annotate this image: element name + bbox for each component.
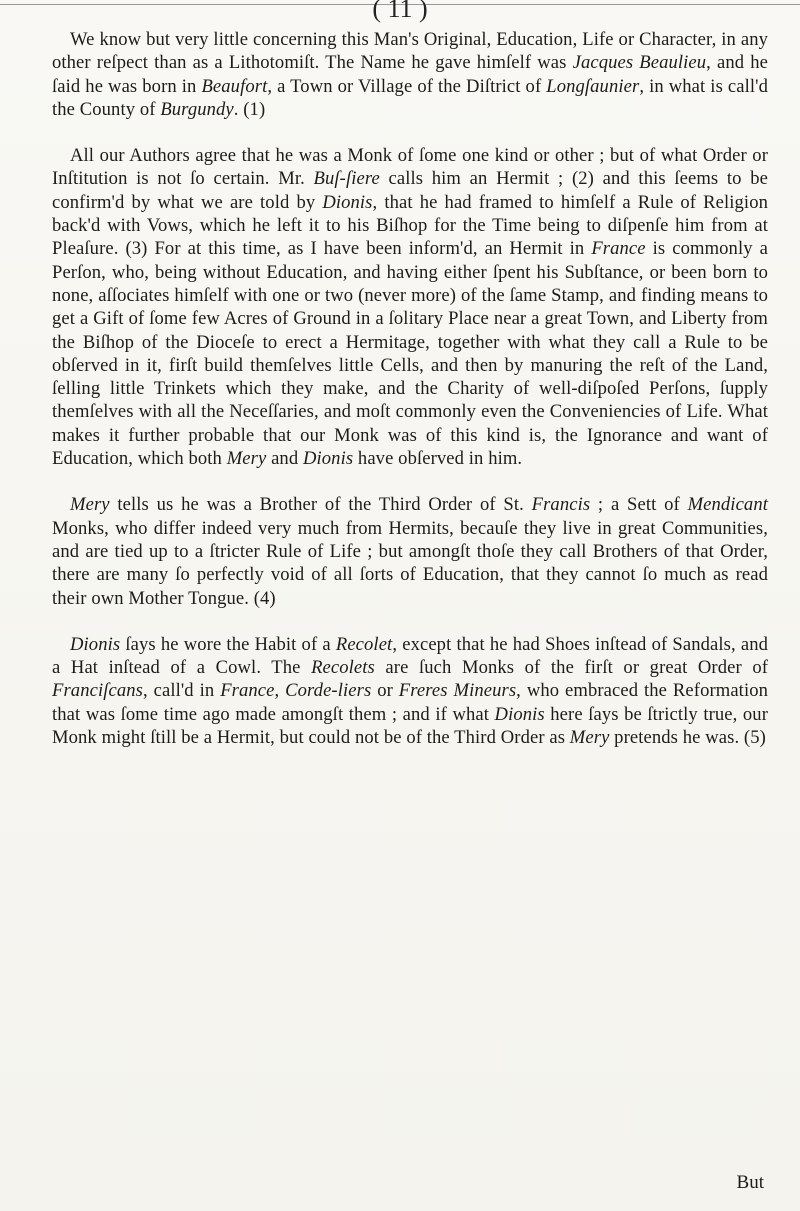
text-run: pretends he was. (5) — [609, 727, 766, 749]
catchword: But — [736, 1172, 764, 1193]
italic-text-run: Dionis — [322, 191, 373, 213]
body-text — [52, 28, 768, 749]
italic-text-run: Mery — [70, 494, 110, 516]
italic-text-run: Dionis — [494, 703, 545, 725]
text-run: ; a Sett of — [590, 494, 688, 516]
text-run: are ſuch Monks of the firſt or great Order of — [374, 657, 769, 679]
paragraph-third-order — [52, 493, 768, 609]
italic-text-run: Mendicant — [687, 494, 768, 516]
text-run: All our Authors agree that he was a Monk of ſome one kind or other ; but of what Order or Inſtitution is not ſo certain. Mr. — [52, 145, 768, 190]
italic-text-run: Mery — [226, 448, 267, 470]
text-run: tells us he was a Brother of the Third Order of St. — [109, 494, 532, 516]
text-run: , that he had framed to himſelf a Rule of Religion back'd with Vows, which he left it to his Biſhop for the Time being to diſpenſe him from at Pleaſure. (3) For at this time, as I have been inform'd, an Hermit in — [52, 191, 768, 260]
italic-text-run: France — [591, 238, 646, 260]
text-run: We know but very little concerning this Man's Original, Education, Life or Character, in any other reſpect than as a Lithotomiſt. The Name he gave himſelf was — [52, 29, 768, 74]
italic-text-run: Mery — [569, 727, 610, 749]
text-run: have obſerved in him. — [353, 448, 523, 470]
text-run: , in what is call'd the County of — [52, 75, 769, 120]
italic-text-run: Recolet — [335, 633, 393, 655]
italic-text-run: Corde-liers — [285, 680, 372, 702]
italic-text-run: Beaufort — [201, 75, 268, 97]
italic-text-run: Burgundy — [160, 98, 234, 120]
italic-text-run: Jacques Beaulieu — [572, 52, 707, 74]
text-run: and — [266, 448, 303, 470]
text-run: or — [371, 680, 399, 702]
paragraph-recolet-habit — [52, 633, 768, 749]
text-run: here ſays be ſtrictly true, our Monk might ſtill be a Hermit, but could not be of the Third Order as — [52, 703, 768, 749]
page-number: ( 11 ) — [372, 0, 428, 23]
paragraph-monk-order — [52, 144, 768, 470]
text-run: , and he ſaid he was born in — [52, 52, 768, 97]
text-run: Monks, who differ indeed very much from Hermits, becauſe they live in great Communities, and are tied up to a ſtricter Rule of Life ; but amongſt thoſe they call Brothers of that Order, there are many ſo perfectly void of all ſorts of Education, that they cannot ſo much as read their own Mother Tongue. (4) — [52, 517, 768, 609]
italic-text-run: Franciſcans — [52, 680, 143, 702]
text-run: is commonly a Perſon, who, being without Education, and having either ſpent his Subſtance, or been born to none, aſſociates himſelf with one or two (never more) of the ſame Stamp, and finding means to get a Gift of ſome few Acres of Ground in a ſolitary Place near a great Town, and Liberty from the Biſhop of the Dioceſe to erect a Hermitage, together with what they call a Rule to be obſerved in it, firſt build themſelves little Cells, and then by manuring the reſt of the Land, ſelling little Trinkets which they make, and the Charity of well-diſpoſed Perſons, ſupply themſelves with all the Neceſſaries, and moſt commonly even the Conveniencies of Life. What makes it further probable that our Monk was of this kind is, the Ignorance and want of Education, which both — [52, 238, 768, 470]
italic-text-run: Longſaunier — [546, 75, 640, 97]
text-run: , except that he had Shoes inſtead of Sandals, and a Hat inſtead of a Cowl. The — [52, 633, 768, 679]
text-run: , call'd in — [142, 680, 221, 702]
italic-text-run: Freres Mineurs — [398, 680, 517, 702]
text-run: ſays he wore the Habit of a — [120, 633, 336, 655]
text-run: . (1) — [233, 98, 266, 120]
italic-text-run: Buſ-ſiere — [313, 168, 380, 190]
text-run: , a Town or Village of the Diſtrict of — [267, 75, 547, 97]
italic-text-run: Francis — [531, 494, 591, 516]
italic-text-run: France — [220, 680, 275, 702]
paragraph-origin — [52, 28, 768, 121]
italic-text-run: Recolets — [311, 657, 375, 679]
text-run: , who embraced the Reformation that was ſome time ago made amongſt them ; and if what — [52, 680, 769, 725]
text-run: calls him an Hermit ; (2) and this ſeems to be confirm'd by what we are told by — [52, 168, 768, 213]
text-run: , — [274, 680, 286, 702]
italic-text-run: Dionis — [302, 448, 354, 470]
italic-text-run: Dionis — [70, 633, 121, 655]
